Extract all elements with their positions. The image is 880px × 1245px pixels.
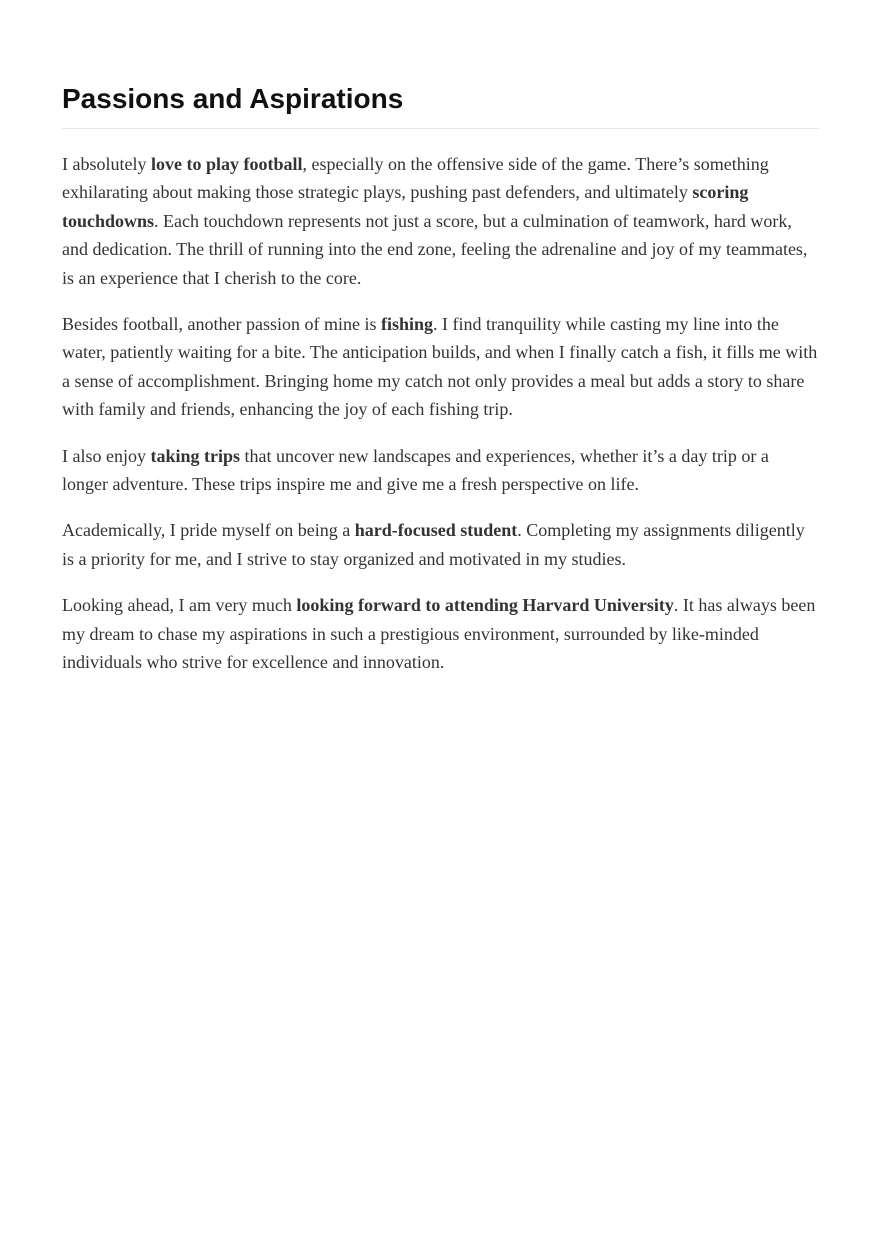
paragraph-football [62, 150, 819, 292]
paragraph-text: I absolutely [62, 154, 151, 174]
paragraph-academics [62, 516, 819, 573]
document-page [62, 80, 819, 677]
emphasis-text: scoring touchdowns [62, 182, 749, 231]
paragraph-harvard [62, 591, 819, 676]
paragraph-text: , especially on the offensive side of the game. There’s something exhilarating about making those strategic plays, pushing past defenders, and ultimately [62, 154, 769, 203]
paragraph-text: I also enjoy [62, 445, 151, 466]
paragraph-text: Besides football, another passion of mine is [62, 314, 381, 335]
emphasis-text: fishing [380, 314, 433, 335]
paragraph-text: . Each touchdown represents not just a score, but a culmination of teamwork, hard work, and dedication. The thrill of running into the end zone, feeling the adrenaline and joy of my teammates, is an experience that I cherish to the core. [62, 210, 808, 288]
page-title: Passions and Aspirations [62, 80, 819, 129]
emphasis-text: looking forward to attending Harvard University [296, 595, 674, 616]
paragraph-text: . It has always been my dream to chase my aspirations in such a prestigious environment, surrounded by like-minded individuals who strive for excellence and innovation. [62, 595, 816, 673]
paragraph-text: Looking ahead, I am very much [62, 595, 297, 616]
paragraph-fishing [62, 310, 819, 424]
paragraph-trips [62, 442, 819, 499]
emphasis-text: taking trips [150, 445, 241, 466]
paragraph-text: . Completing my assignments diligently is a priority for me, and I strive to stay organized and motivated in my studies. [62, 520, 805, 569]
emphasis-text: hard-focused student [354, 520, 518, 541]
paragraph-text: Academically, I pride myself on being a [62, 520, 355, 541]
paragraph-text: that uncover new landscapes and experiences, whether it’s a day trip or a longer adventure. These trips inspire me and give me a fresh perspective on life. [62, 445, 769, 495]
emphasis-text: love to play football [150, 154, 303, 174]
paragraph-text: . I find tranquility while casting my line into the water, patiently waiting for a bite. The anticipation builds, and when I finally catch a fish, it fills me with a sense of accomplishment. Bringing home my catch not only provides a meal but adds a story to share with family and friends, enhancing the joy of each fishing trip. [62, 314, 818, 420]
